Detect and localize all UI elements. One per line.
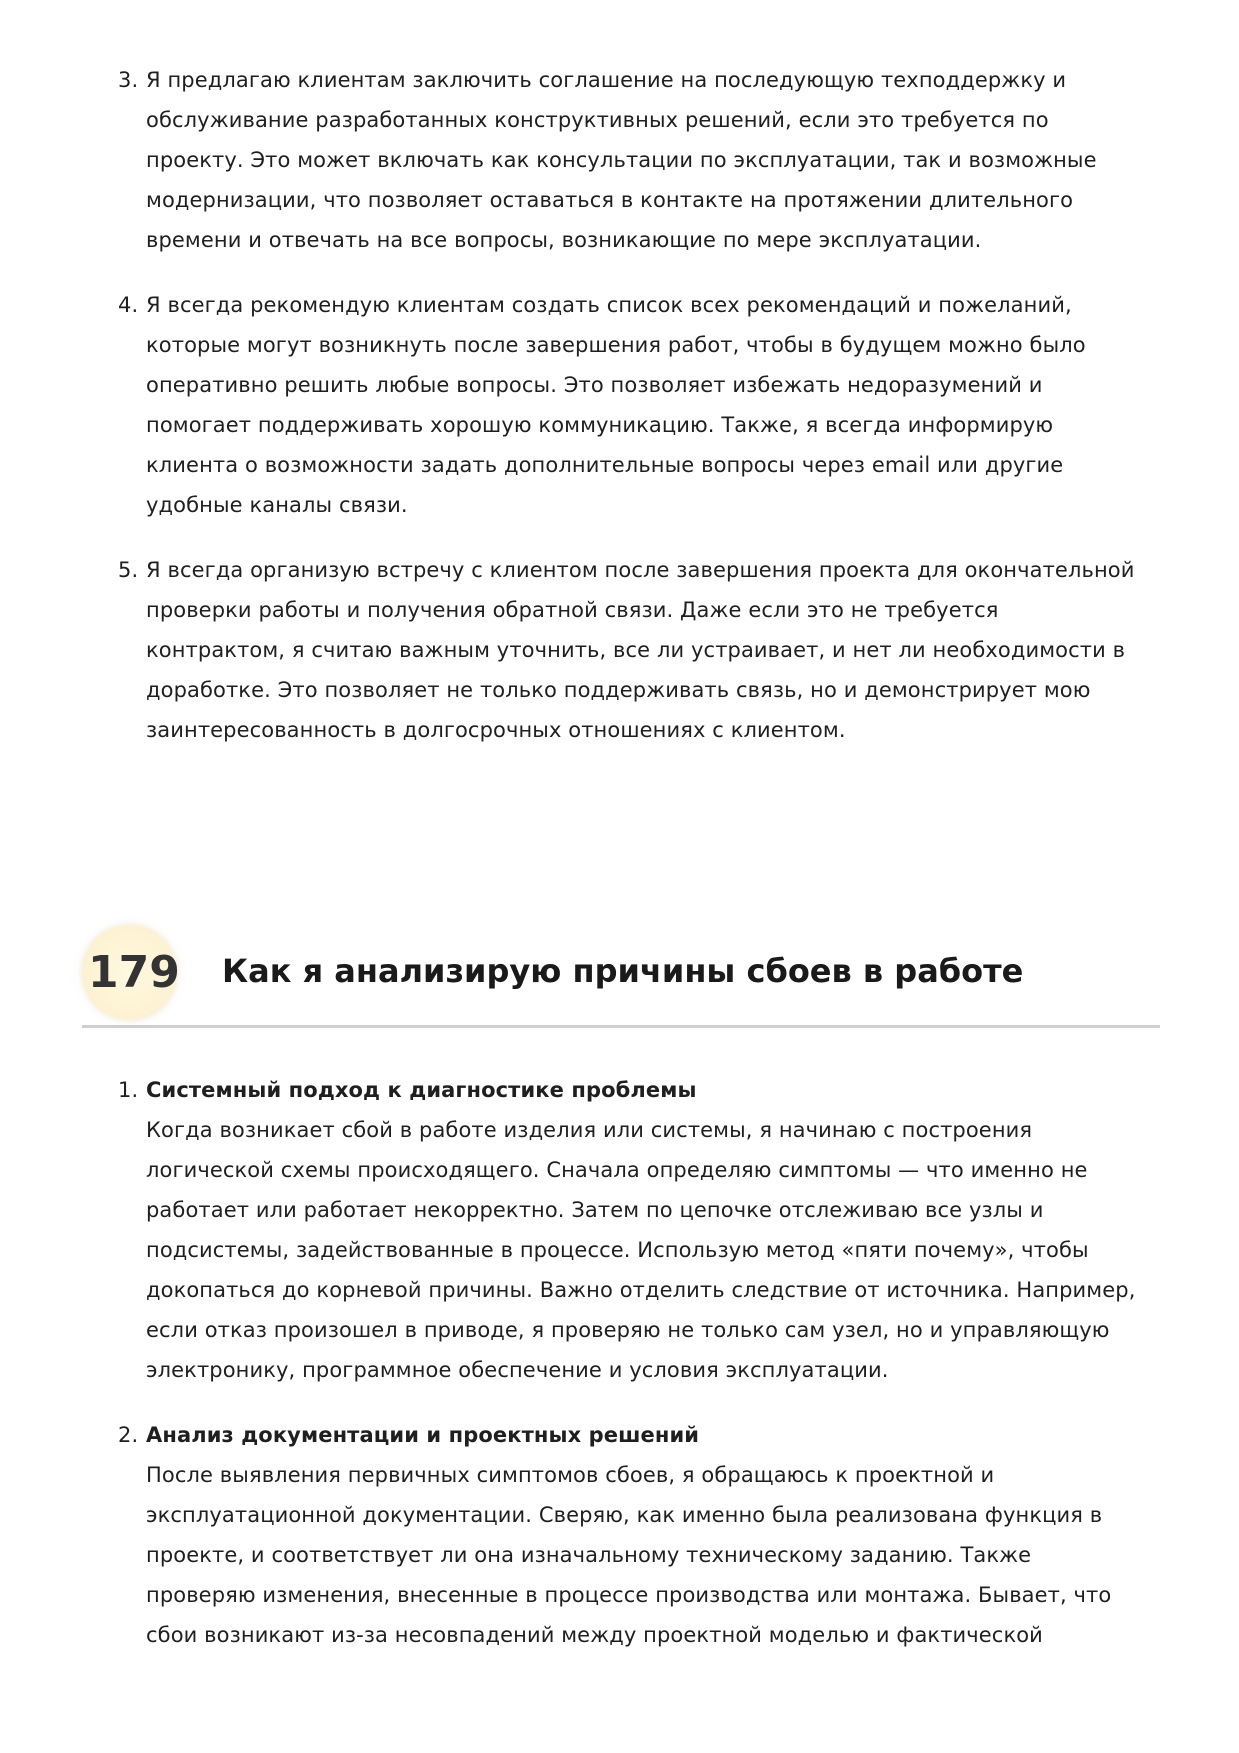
section-number-badge [82, 925, 180, 1020]
list-item [0, 550, 1146, 750]
list-item-title: Системный подход к диагностике проблемы [146, 1078, 697, 1102]
list-item [0, 60, 1146, 260]
text-line: обслуживание разработанных конструктивных решений, если это требуется по [146, 108, 1049, 132]
recommendations-list [0, 60, 1146, 775]
text-line: времени и отвечать на все вопросы, возникающие по мере эксплуатации. [146, 228, 982, 252]
text-line: Я всегда рекомендую клиентам создать список всех рекомендаций и пожеланий, [146, 293, 1072, 317]
text-line: работает или работает некорректно. Затем по цепочке отслеживаю все узлы и [146, 1198, 1044, 1222]
text-line: удобные каналы связи. [146, 493, 408, 517]
text-line: Я всегда организую встречу с клиентом после завершения проекта для окончательной [146, 558, 1135, 582]
section-header [82, 925, 1160, 1028]
analysis-list [0, 1070, 1146, 1680]
section-number: 179 [88, 947, 180, 998]
list-item-text [146, 60, 1146, 260]
text-line: После выявления первичных симптомов сбоев, я обращаюсь к проектной и [146, 1463, 995, 1487]
text-line: докопаться до корневой причины. Важно отделить следствие от источника. Например, [146, 1278, 1136, 1302]
text-line: проекте, и соответствует ли она изначальному техническому заданию. Также [146, 1543, 1032, 1567]
list-item-text [146, 1415, 1146, 1655]
text-line: Я предлагаю клиентам заключить соглашение на последующую техподдержку и [146, 68, 1067, 92]
text-line: проверяю изменения, внесенные в процессе производства или монтажа. Бывает, что [146, 1583, 1112, 1607]
text-line: Когда возникает сбой в работе изделия или системы, я начинаю с построения [146, 1118, 1033, 1142]
text-line: помогает поддерживать хорошую коммуникацию. Также, я всегда информирую [146, 413, 1054, 437]
text-line: проекту. Это может включать как консультации по эксплуатации, так и возможные [146, 148, 1097, 172]
list-item-number: 1. [118, 1078, 139, 1102]
list-item [0, 285, 1146, 525]
text-line: сбои возникают из-за несовпадений между проектной моделью и фактической [146, 1623, 1043, 1647]
text-line: электронику, программное обеспечение и условия эксплуатации. [146, 1358, 889, 1382]
text-line: модернизации, что позволяет оставаться в контакте на протяжении длительного [146, 188, 1074, 212]
list-item-text [146, 285, 1146, 525]
list-item-title: Анализ документации и проектных решений [146, 1423, 700, 1447]
text-line: клиента о возможности задать дополнительные вопросы через email или другие [146, 453, 1064, 477]
list-item-number: 4. [118, 293, 139, 317]
text-line: логической схемы происходящего. Сначала определяю симптомы — что именно не [146, 1158, 1088, 1182]
list-item [0, 1070, 1146, 1390]
text-line: которые могут возникнуть после завершения работ, чтобы в будущем можно было [146, 333, 1086, 357]
list-item-number: 5. [118, 558, 139, 582]
list-item-number: 2. [118, 1423, 139, 1447]
text-line: подсистемы, задействованные в процессе. Использую метод «пяти почему», чтобы [146, 1238, 1089, 1262]
text-line: проверки работы и получения обратной связи. Даже если это не требуется [146, 598, 999, 622]
list-item-text [146, 550, 1146, 750]
list-item [0, 1415, 1146, 1655]
text-line: оперативно решить любые вопросы. Это позволяет избежать недоразумений и [146, 373, 1043, 397]
list-item-number: 3. [118, 68, 139, 92]
text-line: эксплуатационной документации. Сверяю, как именно была реализована функция в [146, 1503, 1103, 1527]
text-line: если отказ произошел в приводе, я проверяю не только сам узел, но и управляющую [146, 1318, 1110, 1342]
text-line: заинтересованность в долгосрочных отношениях с клиентом. [146, 718, 846, 742]
list-item-text [146, 1070, 1146, 1390]
section-title: Как я анализирую причины сбоев в работе [222, 952, 1024, 990]
text-line: контрактом, я считаю важным уточнить, все ли устраивает, и нет ли необходимости в [146, 638, 1126, 662]
text-line: доработке. Это позволяет не только поддерживать связь, но и демонстрирует мою [146, 678, 1091, 702]
